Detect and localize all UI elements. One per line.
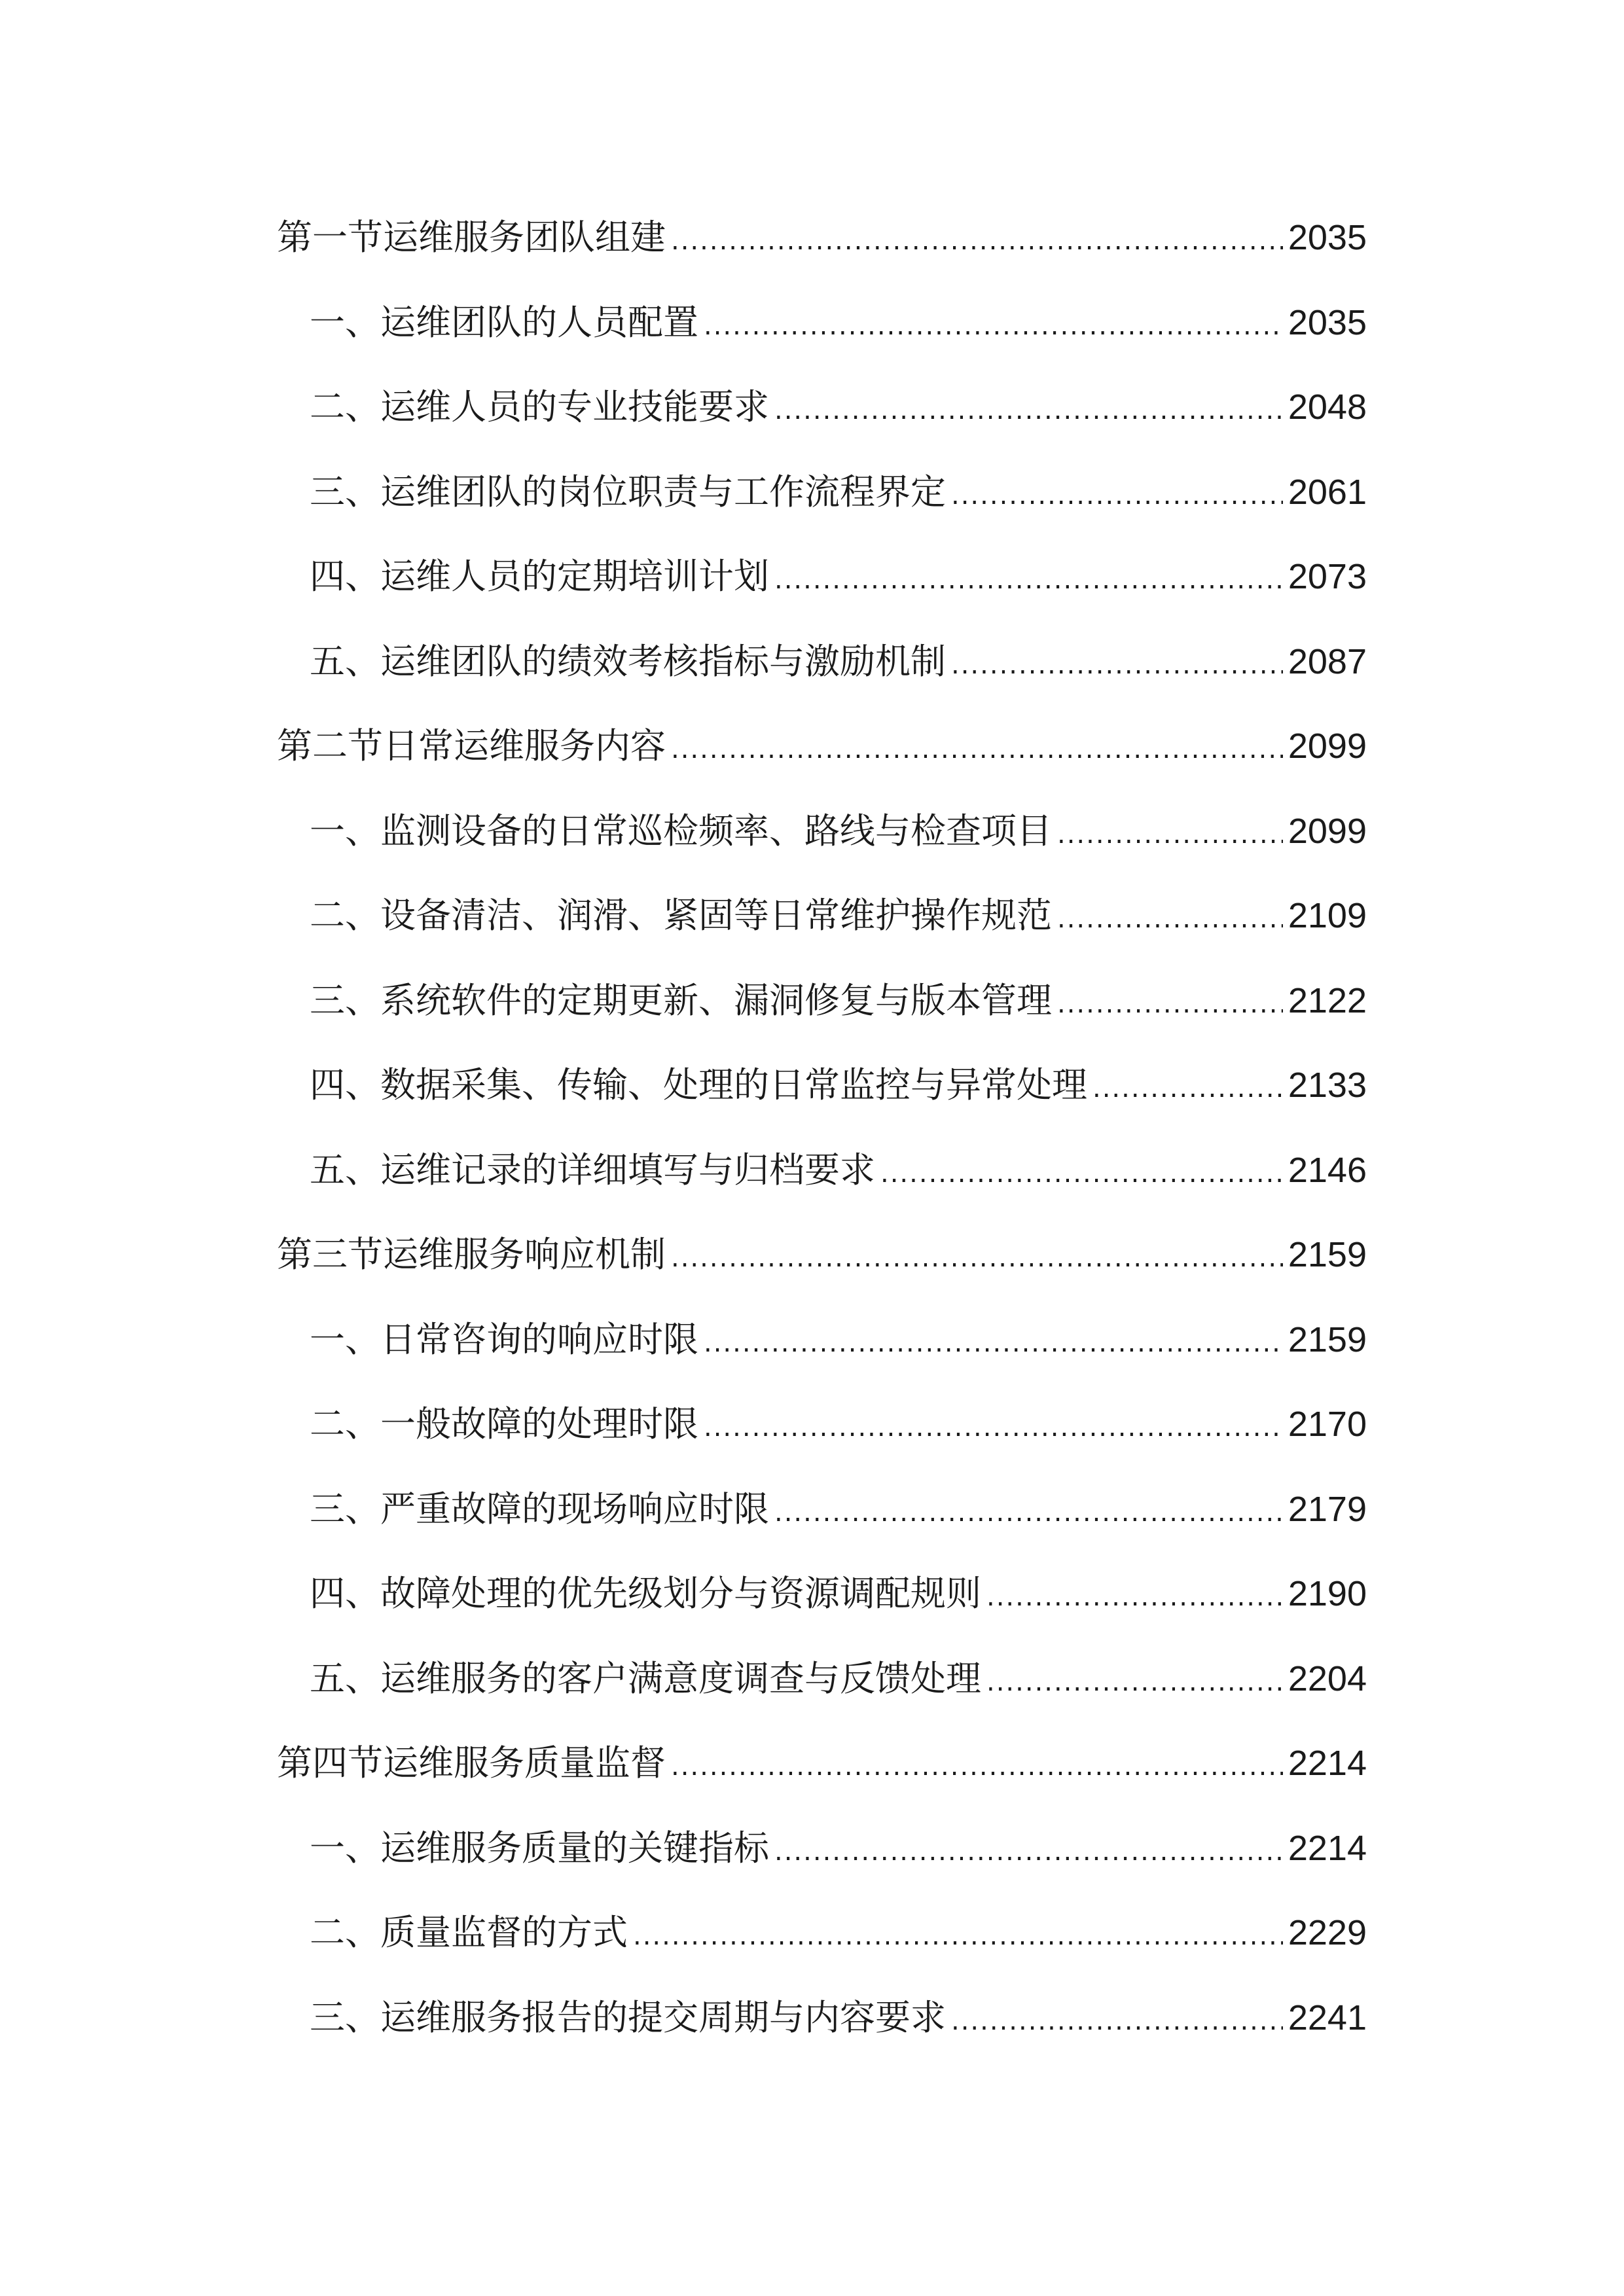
toc-entry-title: 二、运维人员的专业技能要求 [310,386,769,427]
toc-subsection-entry[interactable] [277,365,1367,450]
toc-entry-title: 三、运维服务报告的提交周期与内容要求 [310,1996,946,2038]
toc-entry-title: 五、运维记录的详细填写与归档要求 [310,1149,875,1191]
toc-dot-leader [704,1301,1283,1386]
toc-subsection-entry[interactable] [277,1806,1367,1891]
toc-page-number: 2099 [1288,726,1367,766]
toc-page-number: 2035 [1288,302,1367,342]
toc-entry-title: 第三节运维服务响应机制 [277,1234,666,1275]
toc-subsection-entry[interactable] [277,1467,1367,1552]
toc-entry-title: 五、运维服务的客户满意度调查与反馈处理 [310,1657,981,1699]
toc-subsection-entry[interactable] [277,1551,1367,1636]
toc-page-number: 2241 [1288,1998,1367,2037]
toc-dot-leader [986,1640,1283,1725]
toc-entry-title: 第一节运维服务团队组建 [277,217,666,258]
toc-subsection-entry[interactable] [277,789,1367,874]
toc-subsection-entry[interactable] [277,1297,1367,1382]
toc-section-heading[interactable] [277,1721,1367,1806]
toc-dot-leader [1092,1047,1283,1132]
toc-subsection-entry[interactable] [277,1975,1367,2060]
toc-subsection-entry[interactable] [277,958,1367,1043]
toc-page-number: 2099 [1288,811,1367,851]
toc-entry-title: 三、严重故障的现场响应时限 [310,1488,769,1530]
toc-dot-leader [1057,877,1283,962]
toc-dot-leader [880,1132,1283,1217]
toc-subsection-entry[interactable] [277,1043,1367,1128]
toc-dot-leader [774,1471,1283,1556]
toc-dot-leader [1057,793,1283,878]
table-of-contents [277,195,1367,2060]
toc-dot-leader [671,1725,1283,1810]
toc-entry-title: 一、监测设备的日常巡检频率、路线与检查项目 [310,810,1052,852]
toc-page-number: 2159 [1288,1319,1367,1359]
toc-dot-leader [774,368,1283,454]
toc-dot-leader [774,538,1283,623]
toc-section-heading[interactable] [277,1212,1367,1297]
toc-subsection-entry[interactable] [277,534,1367,619]
toc-page-number: 2214 [1288,1744,1367,1783]
toc-entry-title: 二、设备清洁、润滑、紧固等日常维护操作规范 [310,895,1052,936]
toc-entry-title: 四、故障处理的优先级划分与资源调配规则 [310,1573,981,1614]
toc-page-number: 2190 [1288,1574,1367,1613]
toc-subsection-entry[interactable] [277,450,1367,535]
toc-page-number: 2061 [1288,472,1367,512]
toc-dot-leader [951,454,1283,539]
toc-entry-title: 三、运维团队的岗位职责与工作流程界定 [310,471,946,512]
toc-page-number: 2035 [1288,218,1367,257]
toc-page-number: 2087 [1288,641,1367,681]
toc-dot-leader [704,1386,1283,1471]
toc-subsection-entry[interactable] [277,1382,1367,1467]
toc-dot-leader [951,1979,1283,2064]
toc-entry-title: 四、运维人员的定期培训计划 [310,556,769,597]
toc-subsection-entry[interactable] [277,1128,1367,1213]
toc-page-number: 2109 [1288,896,1367,935]
toc-page-number: 2133 [1288,1066,1367,1105]
toc-dot-leader [774,1810,1283,1895]
toc-page-number: 2229 [1288,1913,1367,1952]
toc-page-number: 2122 [1288,980,1367,1020]
toc-entry-title: 第四节运维服务质量监督 [277,1742,666,1784]
toc-dot-leader [671,199,1283,284]
toc-dot-leader [671,1216,1283,1301]
toc-section-heading[interactable] [277,195,1367,280]
toc-page-number: 2073 [1288,557,1367,596]
toc-entry-title: 一、运维服务质量的关键指标 [310,1827,769,1869]
toc-dot-leader [951,623,1283,708]
toc-entry-title: 第二节日常运维服务内容 [277,725,666,766]
toc-subsection-entry[interactable] [277,619,1367,704]
toc-entry-title: 三、系统软件的定期更新、漏洞修复与版本管理 [310,979,1052,1021]
toc-page-number: 2146 [1288,1150,1367,1190]
toc-page-number: 2170 [1288,1405,1367,1444]
toc-page-number: 2214 [1288,1828,1367,1868]
toc-page-number: 2179 [1288,1489,1367,1529]
toc-entry-title: 一、日常咨询的响应时限 [310,1318,698,1360]
toc-entry-title: 四、数据采集、传输、处理的日常监控与异常处理 [310,1064,1087,1105]
toc-page-number: 2204 [1288,1659,1367,1698]
toc-entry-title: 二、质量监督的方式 [310,1912,628,1953]
toc-page-number: 2048 [1288,387,1367,427]
toc-entry-title: 五、运维团队的绩效考核指标与激励机制 [310,640,946,682]
toc-entry-title: 一、运维团队的人员配置 [310,301,698,343]
toc-section-heading[interactable] [277,704,1367,789]
toc-dot-leader [704,284,1283,369]
toc-subsection-entry[interactable] [277,873,1367,958]
toc-entry-title: 二、一般故障的处理时限 [310,1403,698,1444]
toc-page-number: 2159 [1288,1235,1367,1274]
toc-dot-leader [671,708,1283,793]
toc-subsection-entry[interactable] [277,280,1367,365]
toc-subsection-entry[interactable] [277,1890,1367,1975]
toc-dot-leader [1057,962,1283,1047]
toc-dot-leader [633,1894,1283,1979]
toc-dot-leader [986,1555,1283,1640]
toc-subsection-entry[interactable] [277,1636,1367,1721]
